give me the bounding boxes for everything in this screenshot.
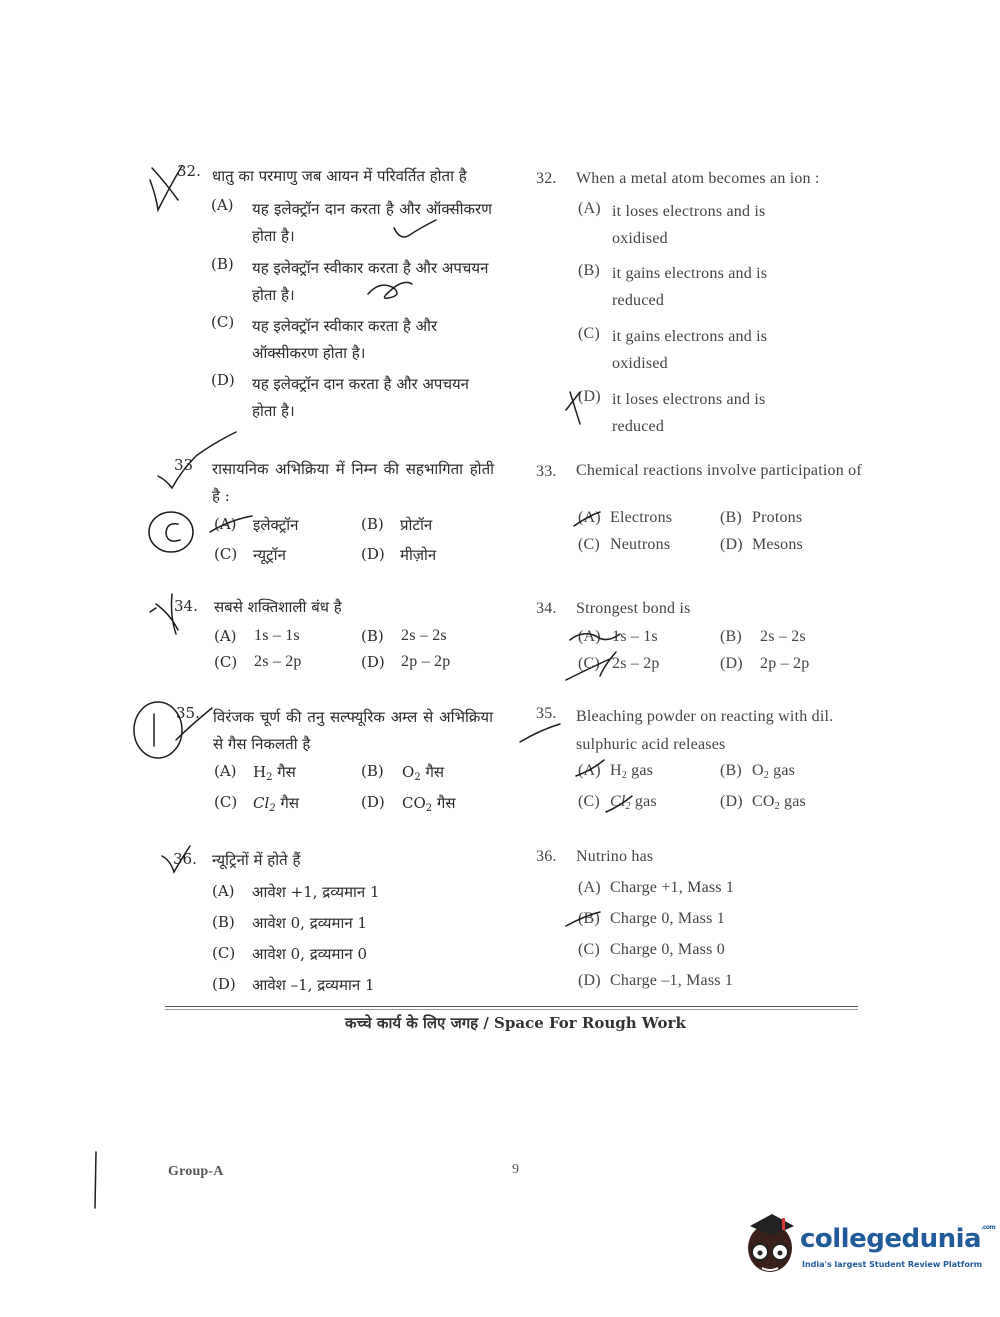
q32-en-d-cross — [566, 392, 580, 424]
q32-hi-c-label: (C) — [211, 313, 235, 331]
q35-en-b-label: (B) — [720, 762, 742, 779]
q33-hi-option-a: इलेक्ट्रॉन — [253, 516, 299, 534]
q36-hi-a-label: (A) — [212, 882, 235, 900]
q36-en-c-label: (C) — [578, 941, 600, 958]
q33-hi-option-c: न्यूट्रॉन — [253, 546, 286, 564]
q33-en-option-d: Mesons — [752, 536, 803, 553]
q33-en-a-strike — [574, 512, 600, 526]
q36-hi-question: न्यूट्रिनों में होते हैं — [212, 851, 301, 869]
q32-hi-d-label: (D) — [211, 371, 235, 389]
q34-hi-option-d: 2p – 2p — [401, 653, 451, 670]
q34-hi-option-a: 1s – 1s — [254, 627, 300, 644]
q34-en-question: Strongest bond is — [576, 600, 691, 617]
q36-en-b-label: (B) — [578, 910, 600, 927]
q32-option-b-scribble — [368, 282, 412, 298]
q33-hi-question: रासायनिक अभिक्रिया में निम्न की सहभागिता होती है : — [212, 460, 494, 505]
page-number: 9 — [512, 1162, 520, 1177]
q32-hi-question: धातु का परमाणु जब आयन में परिवर्तित होता है — [212, 167, 467, 185]
q32-hi-number: 32. — [177, 162, 201, 180]
q36-en-option-d: Charge –1, Mass 1 — [610, 972, 734, 989]
q36-hi-c-label: (C) — [212, 944, 236, 962]
q32-hi-b-label: (B) — [211, 255, 234, 273]
collegedunia-watermark — [742, 1212, 996, 1284]
q34-hi-option-c: 2s – 2p — [254, 653, 302, 670]
q34-en-a-scribble — [570, 634, 620, 640]
q35-en-number: 35. — [536, 705, 557, 722]
q34-en-option-d: 2p – 2p — [760, 655, 810, 672]
q34-hi-a-label: (A) — [214, 627, 237, 645]
q36-en-question: Nutrino has — [576, 848, 654, 865]
q34-en-c-label: (C) — [578, 655, 600, 672]
q33-en-a-label: (A) — [578, 509, 601, 526]
q35-en-margin-stroke — [520, 724, 560, 742]
q33-hi-a-label: (A) — [214, 515, 237, 533]
q35-hi-number: 35. — [176, 704, 200, 722]
q34-margin-cross — [150, 594, 178, 634]
q32-hi-a-label: (A) — [211, 196, 234, 214]
q32-en-question: When a metal atom becomes an ion : — [576, 170, 820, 187]
q35-en-a-strike — [576, 760, 604, 776]
q34-en-c-scribble — [566, 652, 616, 680]
q36-hi-option-c: आवेश 0, द्रव्यमान 0 — [252, 945, 368, 963]
q32-margin-tick — [150, 166, 182, 210]
brand-name: collegedunia$^{.com}$ — [800, 1224, 996, 1254]
q35-en-option-c: $Cl_2$ gas — [610, 793, 657, 812]
q33-hi-b-label: (B) — [361, 515, 384, 533]
q36-en-a-label: (A) — [578, 879, 601, 896]
q32-hi-option-c: यह इलेक्ट्रॉन स्वीकार करता है और ऑक्सीकरण होता है। — [252, 317, 438, 362]
q36-hi-option-d: आवेश –1, द्रव्यमान 1 — [252, 976, 375, 994]
q35-en-option-b: $O_2$ gas — [752, 762, 796, 781]
brand-tagline: India's largest Student Review Platform — [802, 1260, 983, 1269]
q36-hi-option-a: आवेश +1, द्रव्यमान 1 — [252, 883, 380, 901]
q36-en-option-b: Charge 0, Mass 1 — [610, 910, 725, 927]
q33-en-option-c: Neutrons — [610, 536, 671, 553]
q36-hi-d-label: (D) — [212, 975, 236, 993]
q36-en-option-c: Charge 0, Mass 0 — [610, 941, 725, 958]
rough-work-label: कच्चे कार्य के लिए जगह / Space For Rough Work — [345, 1014, 686, 1032]
q33-margin-check — [158, 432, 236, 488]
q35-hi-b-label: (B) — [361, 762, 384, 780]
q32-en-option-b: it gains electrons and is reduced — [612, 265, 768, 309]
q34-en-b-label: (B) — [720, 628, 742, 645]
q33-en-question: Chemical reactions involve participation of — [576, 462, 862, 479]
q32-en-option-a: it loses electrons and is oxidised — [612, 203, 766, 247]
q33-en-c-label: (C) — [578, 536, 600, 553]
q33-en-d-label: (D) — [720, 536, 743, 553]
q35-hi-option-c: $Cl_2$ गैस — [253, 794, 300, 814]
q33-hi-option-b: प्रोटॉन — [400, 516, 433, 534]
q35-hi-question: विरंजक चूर्ण की तनु सल्फ्यूरिक अम्ल से अभिक्रिया से गैस निकलती है — [213, 708, 493, 753]
q35-hi-option-a: $H_2$ गैस — [253, 763, 296, 783]
q34-en-number: 34. — [536, 600, 557, 617]
q36-en-number: 36. — [536, 848, 557, 865]
q34-hi-d-label: (D) — [361, 653, 385, 671]
q33-en-number: 33. — [536, 463, 557, 480]
q35-en-option-a: $H_2$ gas — [610, 762, 654, 781]
q34-en-option-a: 1s – 1s — [612, 628, 658, 645]
q35-en-d-label: (D) — [720, 793, 743, 810]
q34-hi-number: 34. — [174, 597, 198, 615]
q35-circled-mark — [134, 702, 182, 758]
student-mascot-icon — [742, 1212, 798, 1280]
q33-hi-a-strike — [210, 516, 252, 532]
q36-en-d-label: (D) — [578, 972, 601, 989]
q33-hi-d-label: (D) — [361, 545, 385, 563]
q35-hi-c-label: (C) — [214, 793, 238, 811]
q36-margin-check — [162, 846, 190, 872]
q34-hi-option-b: 2s – 2s — [401, 627, 447, 644]
q32-en-a-label: (A) — [578, 200, 601, 217]
q34-en-option-b: 2s – 2s — [760, 628, 806, 645]
q33-hi-c-label: (C) — [214, 545, 238, 563]
q33-en-b-label: (B) — [720, 509, 742, 526]
q36-hi-option-b: आवेश 0, द्रव्यमान 1 — [252, 914, 368, 932]
q35-hi-option-b: $O_2$ गैस — [402, 763, 445, 783]
q33-circled-answer — [149, 512, 193, 552]
q35-hi-d-label: (D) — [361, 793, 385, 811]
q33-en-option-b: Protons — [752, 509, 803, 526]
q32-hi-option-d: यह इलेक्ट्रॉन दान करता है और अपचयन होता है। — [252, 375, 469, 420]
q32-hi-option-b: यह इलेक्ट्रॉन स्वीकार करता है और अपचयन होता है। — [252, 259, 489, 304]
q32-en-d-label: (D) — [578, 388, 601, 405]
q35-en-c-strike — [606, 796, 632, 812]
q33-circled-letter — [166, 524, 180, 541]
q33-hi-option-d: मीज़ोन — [400, 546, 437, 564]
q35-en-a-label: (A) — [578, 762, 601, 779]
q34-en-a-label: (A) — [578, 628, 601, 645]
q32-en-b-label: (B) — [578, 262, 600, 279]
q36-en-option-a: Charge +1, Mass 1 — [610, 879, 735, 896]
q36-en-b-strike — [566, 912, 600, 926]
q34-en-d-label: (D) — [720, 655, 743, 672]
q35-hi-option-d: $CO_2$ गैस — [402, 794, 456, 814]
q35-en-option-d: $CO_2$ gas — [752, 793, 806, 812]
q36-hi-b-label: (B) — [212, 913, 235, 931]
q33-hi-number: 33 — [174, 456, 194, 474]
q33-en-option-a: Electrons — [610, 509, 673, 526]
q34-en-option-c: 2s – 2p — [612, 655, 660, 672]
q34-hi-question: सबसे शक्तिशाली बंध है — [214, 598, 342, 616]
q32-en-c-label: (C) — [578, 325, 600, 342]
q36-hi-number: 36. — [173, 850, 197, 868]
left-margin-line — [95, 1152, 96, 1208]
q32-en-option-c: it gains electrons and is oxidised — [612, 328, 768, 372]
q34-hi-c-label: (C) — [214, 653, 238, 671]
q32-en-option-d: it loses electrons and is reduced — [612, 391, 766, 435]
q32-option-a-tick — [394, 220, 436, 237]
q32-hi-option-a: यह इलेक्ट्रॉन दान करता है और ऑक्सीकरण होता है। — [252, 200, 492, 245]
group-label: Group-A — [168, 1164, 224, 1179]
q34-hi-b-label: (B) — [361, 627, 384, 645]
q32-en-number: 32. — [536, 170, 557, 187]
q35-en-question: Bleaching powder on reacting with dil. sulphuric acid releases — [576, 708, 834, 753]
q35-hi-a-label: (A) — [214, 762, 237, 780]
q35-en-c-label: (C) — [578, 793, 600, 810]
